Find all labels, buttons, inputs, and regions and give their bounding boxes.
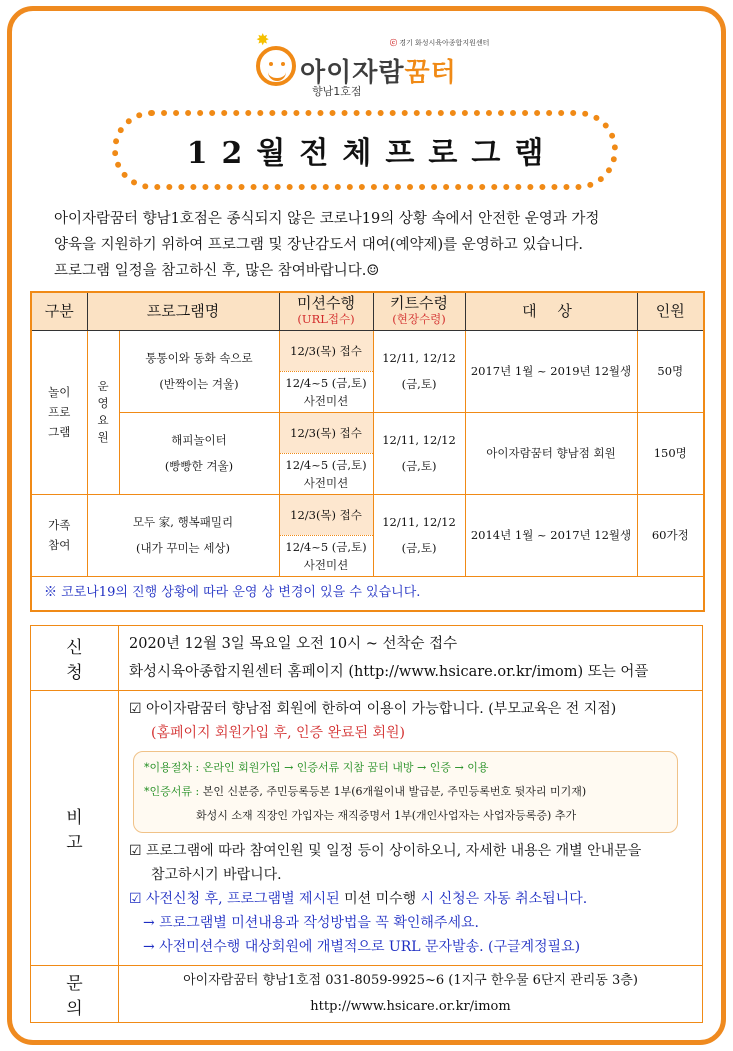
smiley-face-icon: [256, 46, 296, 86]
remarks-row: [31, 691, 703, 966]
people: 50명: [637, 330, 704, 412]
intro-line: 프로그램 일정을 참고하신 후, 많은 참여바랍니다.☺: [54, 263, 380, 279]
page-title: 12월전체프로그램: [186, 136, 558, 171]
target: 아이자람꿈터 향남점 회원: [465, 412, 637, 494]
mission-period: 12/4~5 (금,토) 사전미션: [279, 371, 373, 412]
contact-row: [31, 966, 703, 1023]
header-program: 프로그램명: [87, 292, 279, 330]
mission-period: 12/4~5 (금,토) 사전미션: [279, 453, 373, 494]
mission-date: 12/3(목) 접수: [279, 412, 373, 453]
table-header-row: [31, 292, 704, 330]
remark-schedule-2: 참고하시기 바랍니다.: [151, 867, 282, 883]
program-name: 모두 家, 행복패밀리 (내가 꾸미는 세상): [87, 494, 279, 576]
remark-check-mission: → 프로그램별 미션내용과 작성방법을 꼭 확인해주세요.: [143, 915, 479, 931]
program-name: 해피놀이터 (빵빵한 겨울): [119, 412, 279, 494]
target: 2014년 1월 ~ 2017년 12월생: [465, 494, 637, 576]
contact-url[interactable]: http://www.hsicare.or.kr/imom: [310, 999, 511, 1014]
sparkle-icon: ✸: [256, 30, 270, 49]
mission-date: 12/3(목) 접수: [279, 494, 373, 535]
header-people: 인원: [637, 292, 704, 330]
logo-center-name: ⓒ 경기 화성시육아종합지원센터: [390, 39, 490, 47]
logo: [254, 32, 494, 98]
table-row: [31, 412, 704, 453]
kit-date: 12/11, 12/12 (금,토): [373, 330, 465, 412]
logo-branch: 향남1호점: [312, 85, 362, 98]
intro-line: 양육을 지원하기 위하여 프로그램 및 장난감도서 대여(예약제)를 운영하고 있습니다.: [54, 237, 584, 253]
group-family: 가족 참여: [31, 494, 87, 576]
header-mission: 미션수행 (URL접수): [279, 292, 373, 330]
process-box: [133, 751, 678, 833]
remark-member-condition: (홈페이지 회원가입 후, 인증 완료된 회원): [151, 725, 406, 741]
docs-line: *인증서류 : 본인 신분증, 주민등록등본 1부(6개월이내 발급분, 주민등록번호 뒷자리 미기재): [144, 785, 587, 798]
header-kit: 키트수령 (현장수령): [373, 292, 465, 330]
process-steps: *이용절차 : 온라인 회원가입 → 인증서류 지참 꿈터 내방 → 인증 → 이용: [144, 761, 489, 774]
title-box: [112, 110, 618, 190]
remarks-content: [119, 691, 703, 966]
remark-schedule: ☑ 프로그램에 따라 참여인원 및 일정 등이 상이하오니, 자세한 내용은 개별 안내문을: [129, 843, 642, 859]
contact-label: 문의: [31, 966, 119, 1023]
info-table: [30, 625, 703, 1023]
header-target: 대 상: [465, 292, 637, 330]
kit-date: 12/11, 12/12 (금,토): [373, 494, 465, 576]
program-name: 통통이와 동화 속으로 (반짝이는 겨울): [119, 330, 279, 412]
people: 150명: [637, 412, 704, 494]
kit-date: 12/11, 12/12 (금,토): [373, 412, 465, 494]
mission-period: 12/4~5 (금,토) 사전미션: [279, 535, 373, 576]
intro-line: 아이자람꿈터 향남1호점은 종식되지 않은 코로나19의 상황 속에서 안전한 운영과 가정: [54, 211, 600, 227]
docs-line-2: 화성시 소재 직장인 가입자는 재직증명서 1부(개인사업자는 사업자등록증) 추가: [196, 809, 577, 822]
header-category: 구분: [31, 292, 87, 330]
remarks-label: 비고: [31, 691, 119, 966]
remark-member-only: ☑ 아이자람꿈터 향남점 회원에 한하여 이용이 가능합니다. (부모교육은 전 지점): [129, 701, 617, 717]
people: 60가정: [637, 494, 704, 576]
table-row: [31, 330, 704, 371]
group-play-sub: 운 영 요 원: [87, 330, 119, 494]
remark-url-sms: → 사전미션수행 대상회원에 개별적으로 URL 문자발송. (구글계정필요): [143, 939, 581, 955]
table-row: [31, 494, 704, 535]
mission-date: 12/3(목) 접수: [279, 330, 373, 371]
apply-site: 화성시육아종합지원센터 홈페이지 (http://www.hsicare.or.kr/imom) 또는 어플: [129, 664, 649, 680]
apply-date: 2020년 12월 3일 목요일 오전 10시 ~ 선착순 접수: [129, 636, 458, 652]
apply-content: [119, 626, 703, 691]
contact-phone: 아이자람꿈터 향남1호점 031-8059-9925~6 (1지구 한우물 6단지 관리동 3층): [183, 973, 638, 988]
contact-content: [119, 966, 703, 1023]
intro-text: [54, 206, 694, 284]
logo-name: 아이자람꿈터: [300, 58, 457, 88]
apply-row: [31, 626, 703, 691]
table-note-row: [31, 576, 704, 611]
program-table: [30, 291, 705, 612]
apply-label: 신청: [31, 626, 119, 691]
group-play: 놀이 프로 그램: [31, 330, 87, 494]
remark-cancel: ☑ 사전신청 후, 프로그램별 제시된 미션 미수행 시 신청은 자동 취소됩니다.: [129, 891, 588, 907]
target: 2017년 1월 ~ 2019년 12월생: [465, 330, 637, 412]
table-note: ※ 코로나19의 진행 상황에 따라 운영 상 변경이 있을 수 있습니다.: [31, 576, 704, 611]
